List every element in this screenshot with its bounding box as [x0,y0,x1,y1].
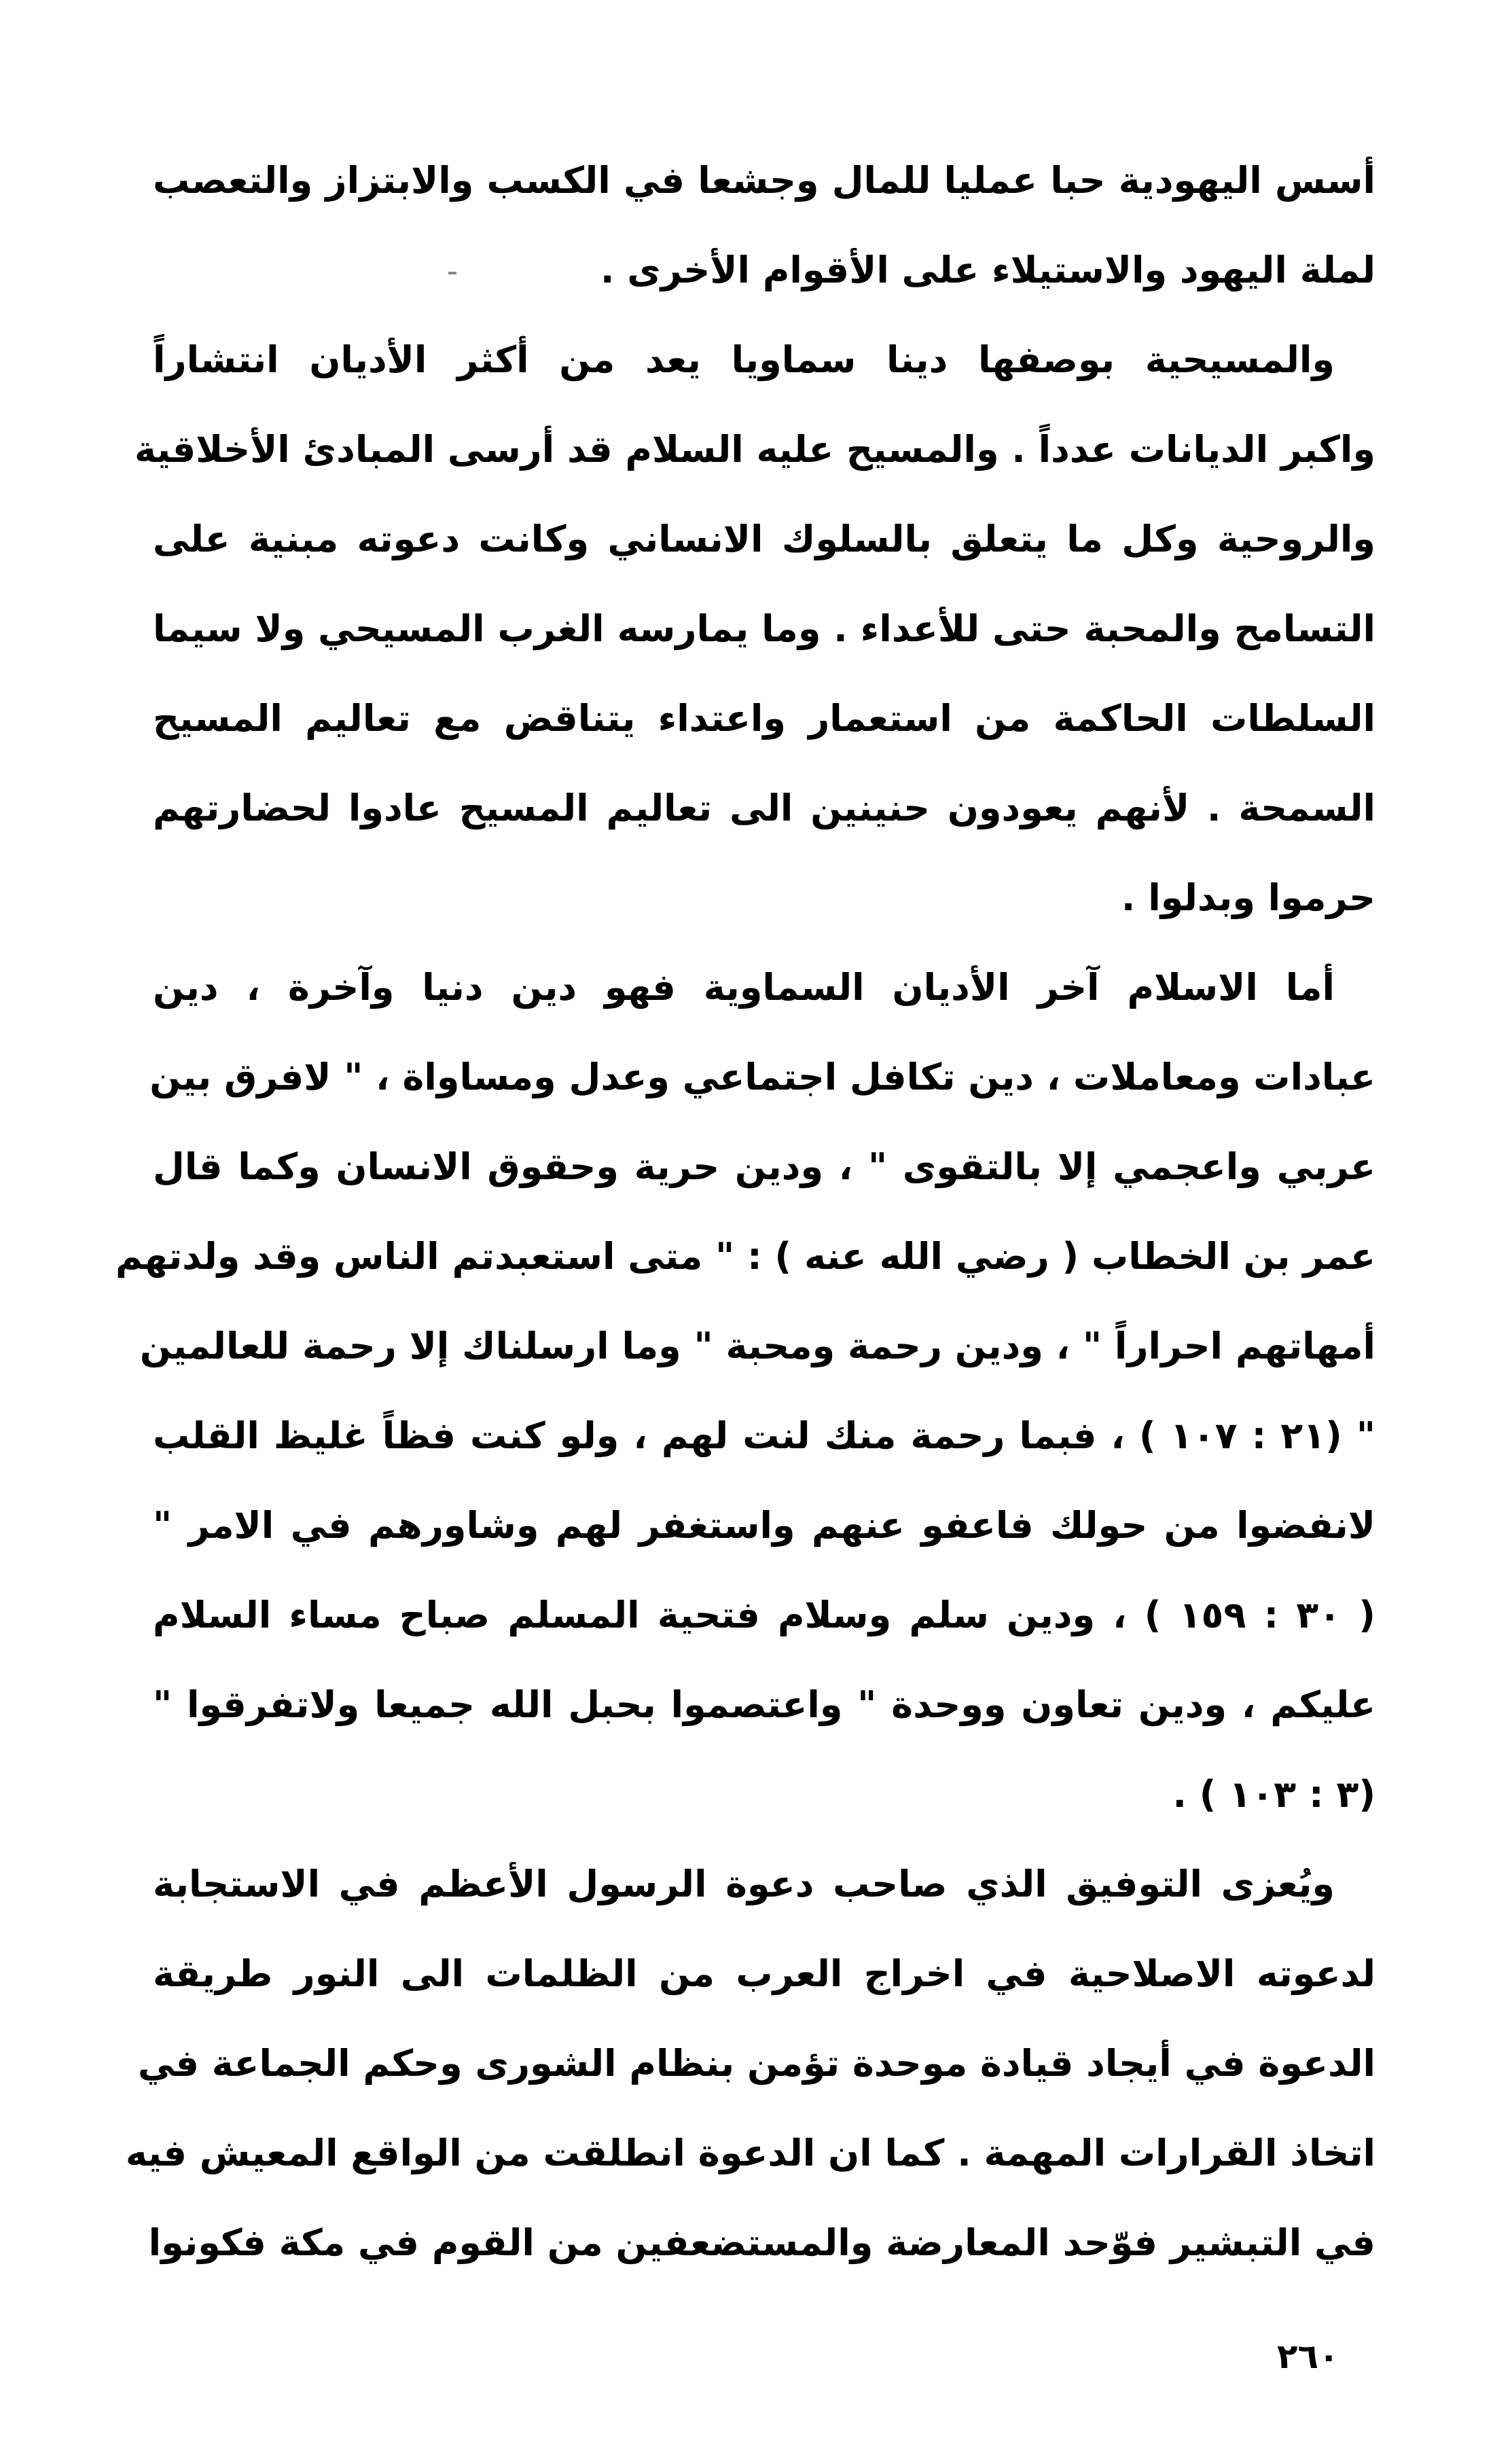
text-line: عليكم ، ودين تعاون ووحدة " واعتصموا بحبل الله جميعا ولاتفرقوا " [153,1683,1375,1726]
text-line: حرموا وبدلوا . [1121,876,1375,919]
text-line: في التبشير فوّحد المعارضة والمستضعفين من القوم في مكة فكونوا [148,2221,1375,2264]
paragraph-1 [153,136,1375,315]
text-line: عربي واعجمي إلا بالتقوى " ، ودين حرية وحقوق الانسان وكما قال [153,1145,1375,1188]
text-line: والروحية وكل ما يتعلق بالسلوك الانساني وكانت دعوته مبنية على [153,518,1375,560]
text-line: لانفضوا من حولك فاعفو عنهم واستغفر لهم وشاورهم في الامر " [153,1504,1375,1547]
text-line: التسامح والمحبة حتى للأعداء . وما يمارسه الغرب المسيحي ولا سيما [153,607,1375,650]
text-line: (٣ : ١٠٣ ) . [1172,1773,1375,1816]
body-text [115,136,1376,2288]
page-number: ٢٦٠ [1277,2337,1339,2376]
text-line: والمسيحية بوصفها دينا سماويا يعد من أكثر الأديان انتشاراً [153,338,1335,381]
paragraph-3 [115,943,1376,1840]
text-line: أما الاسلام آخر الأديان السماوية فهو دين دنيا وآخرة ، دين [153,966,1335,1009]
text-line: " (٢١ : ١٠٧ ) ، فبما رحمة منك لنت لهم ، ولو كنت فظاً غليظ القلب [153,1414,1376,1457]
text-line: الدعوة في أيجاد قيادة موحدة تؤمن بنظام الشورى وحكم الجماعة في [138,2042,1375,2085]
text-line: لدعوته الاصلاحية في اخراج العرب من الظلمات الى النور طريقة [153,1952,1375,1995]
text-line: السلطات الحاكمة من استعمار واعتداء يتناقض مع تعاليم المسيح [153,697,1375,740]
text-line: عمر بن الخطاب ( رضي الله عنه ) : " متى استعبدتم الناس وقد ولدتهم [115,1235,1375,1278]
text-line: أمهاتهم احراراً " ، ودين رحمة ومحبة " وما ارسلناك إلا رحمة للعالمين [139,1325,1375,1367]
paragraph-2 [134,315,1375,943]
text-line: أسس اليهودية حبا عمليا للمال وجشعا في الكسب والابتزاز والتعصب [153,159,1375,202]
paragraph-4 [125,1840,1375,2288]
text-line: السمحة . لأنهم يعودون حنينين الى تعاليم المسيح عادوا لحضارتهم [153,787,1375,829]
text-line: اتخاذ القرارات المهمة . كما ان الدعوة انطلقت من الواقع المعيش فيه [125,2132,1375,2174]
text-line: ( ٣٠ : ١٥٩ ) ، ودين سلم وسلام فتحية المسلم صباح مساء السلام [153,1594,1375,1636]
text-line: ويُعزى التوفيق الذي صاحب دعوة الرسول الأعظم في الاستجابة [153,1863,1335,1905]
text-line: عبادات ومعاملات ، دين تكافل اجتماعي وعدل ومساواة ، " لافرق بين [149,1056,1375,1098]
text-line: لملة اليهود والاستيلاء على الأقوام الأخرى . [600,249,1375,291]
text-line: واكبر الديانات عدداً . والمسيح عليه السلام قد أرسى المبادئ الأخلاقية [134,428,1375,471]
